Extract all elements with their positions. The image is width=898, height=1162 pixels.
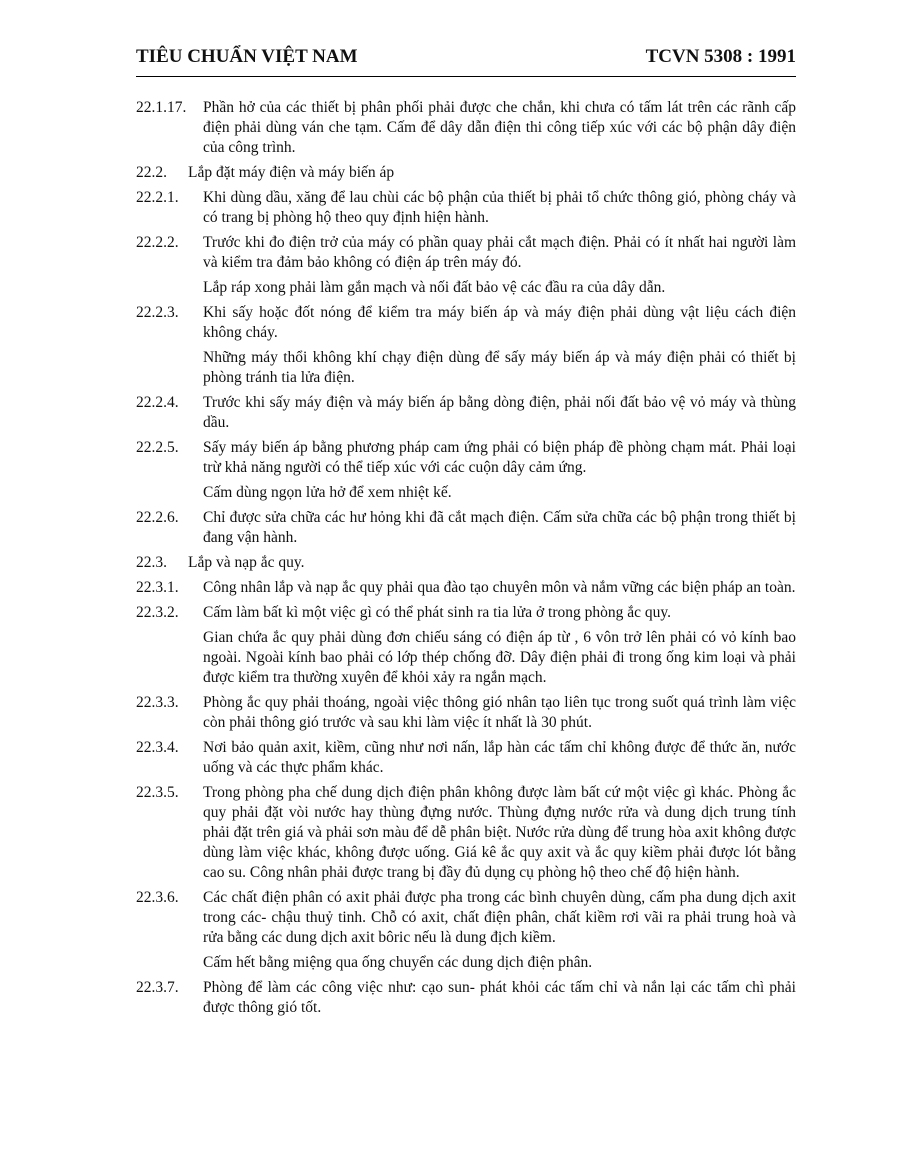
clause — [136, 98, 796, 158]
clause-paragraph: Khi sấy hoặc đốt nóng để kiểm tra máy biến áp và máy điện phải dùng vật liệu cách điện không cháy. — [203, 304, 796, 341]
clause-number: 22.3.4. — [136, 739, 179, 756]
clause-paragraph: Phòng ắc quy phải thoáng, ngoài việc thông gió nhân tạo liên tục trong suốt quá trình làm việc còn phải thông gió trước và sau khi làm việc ít nhất là 30 phút. — [203, 694, 796, 731]
clause-paragraph: Cấm dùng ngọn lửa hở để xem nhiệt kế. — [203, 484, 452, 501]
clause — [136, 233, 796, 298]
clause-paragraph: Cấm hết bằng miệng qua ống chuyển các dung dịch điện phân. — [203, 954, 593, 971]
clause — [136, 738, 796, 778]
clause-paragraph: Sấy máy biến áp bằng phương pháp cam ứng phải có biện pháp đề phòng chạm mát. Phải loại trừ khả năng người có thể tiếp xúc với các cuộn dây cảm ứng. — [203, 439, 796, 476]
clause-paragraph: Phòng để làm các công việc như: cạo sun- phát khỏi các tấm chỉ và nắn lại các tấm chì phải được thông gió tốt. — [203, 979, 796, 1016]
clause-paragraph: Gian chứa ắc quy phải dùng đơn chiếu sáng có điện áp từ , 6 vôn trở lên phải có vỏ kính bao ngoài. Ngoài kính bao phải có lớp thép chống đỡ. Dây điện phải đi trong ống kim loại và phải được kiểm tra thường xuyên để khỏi xảy ra ngắn mạch. — [203, 629, 796, 686]
clause — [136, 578, 796, 598]
section-heading — [136, 553, 796, 573]
clause-number: 22.3.6. — [136, 889, 179, 906]
clause-number: 22.3.2. — [136, 604, 179, 621]
document-body — [136, 98, 796, 1023]
clause-paragraph: Cấm làm bất kì một việc gì có thể phát sinh ra tia lửa ở trong phòng ắc quy. — [203, 604, 671, 621]
clause — [136, 693, 796, 733]
clause-paragraph: Phần hở của các thiết bị phân phối phải được che chắn, khi chưa có tấm lát trên các rãnh cấp điện phải dùng ván che tạm. Cấm để dây dẫn điện thi công tiếp xúc với các bộ phận dây điện của công trình. — [203, 99, 796, 156]
clause — [136, 508, 796, 548]
section-heading — [136, 163, 796, 183]
clause — [136, 978, 796, 1018]
clause — [136, 783, 796, 883]
section-title: Lắp và nạp ắc quy. — [188, 554, 305, 571]
clause-number: 22.3.7. — [136, 979, 179, 996]
clause-paragraph: Lắp ráp xong phải làm gắn mạch và nối đất bảo vệ các đầu ra của dây dẫn. — [203, 279, 666, 296]
clause-paragraph: Những máy thổi không khí chạy điện dùng để sấy máy biến áp và máy điện phải có thiết bị phòng tránh tia lửa điện. — [203, 349, 796, 386]
clause-paragraph: Chỉ được sửa chữa các hư hỏng khi đã cắt mạch điện. Cấm sửa chữa các bộ phận trong thiết bị đang vận hành. — [203, 509, 796, 546]
clause — [136, 603, 796, 688]
clause-number: 22.2.2. — [136, 234, 179, 251]
clause-number: 22.3.5. — [136, 784, 179, 801]
section-title: Lắp đặt máy điện và máy biến áp — [188, 164, 395, 181]
clause-paragraph: Công nhân lắp và nạp ắc quy phải qua đào tạo chuyên môn và nắm vững các biện pháp an toàn. — [203, 579, 796, 596]
clause-number: 22.2.5. — [136, 439, 179, 456]
clause — [136, 888, 796, 973]
clause-paragraph: Trước khi sấy máy điện và máy biến áp bằng dòng điện, phải nối đất bảo vệ vỏ máy và thùng dầu. — [203, 394, 796, 431]
page-header — [136, 46, 796, 74]
section-number: 22.3. — [136, 554, 167, 571]
header-rule — [136, 76, 796, 77]
clause-number: 22.2.4. — [136, 394, 179, 411]
standard-title: TIÊU CHUẨN VIỆT NAM — [136, 46, 358, 67]
clause — [136, 303, 796, 388]
clause-paragraph: Các chất điện phân có axit phải được pha trong các bình chuyên dùng, cấm pha dung dịch axit trong các- chậu thuỷ tinh. Chỗ có axit, chất điện phân, chất kiềm rơi vãi ra phải trung hoà và rửa bằng các dung dịch axit bôric nếu là dung địch kiềm. — [203, 889, 796, 946]
clause-paragraph: Trong phòng pha chế dung dịch điện phân không được làm bất cứ một việc gì khác. Phòng ắc quy phải đặt vòi nước hay thùng đựng nước. Thùng đựng nước rửa và dung dịch trung tính phải đặt trên giá và phải sơn màu để dễ phân biệt. Nước rửa dùng để trung hòa axit không được dùng làm việc khác, không được uống. Giá kê ắc quy axit và ắc quy kiềm phải được lót bằng cao su. Công nhân phải được trang bị đầy đủ dụng cụ phòng hộ theo chế độ hiện hành. — [203, 784, 796, 881]
clause-number: 22.2.3. — [136, 304, 179, 321]
clause-number: 22.2.1. — [136, 189, 179, 206]
clause-number: 22.3.1. — [136, 579, 179, 596]
clause-number: 22.3.3. — [136, 694, 179, 711]
clause-paragraph: Khi dùng dầu, xăng để lau chùi các bộ phận của thiết bị phải tổ chức thông gió, phòng cháy và có trang bị phòng hộ theo quy định hiện hành. — [203, 189, 796, 226]
standard-code: TCVN 5308 : 1991 — [645, 46, 796, 67]
clause-paragraph: Trước khi đo điện trở của máy có phần quay phải cắt mạch điện. Phải có ít nhất hai người làm và kiểm tra đảm bảo không có điện áp trên máy đó. — [203, 234, 796, 271]
clause-number: 22.1.17. — [136, 99, 187, 116]
clause — [136, 438, 796, 503]
clause — [136, 393, 796, 433]
section-number: 22.2. — [136, 164, 167, 181]
clause-paragraph: Nơi bảo quản axit, kiềm, cũng như nơi nấn, lắp hàn các tấm chỉ không được để thức ăn, nước uống và các thực phẩm khác. — [203, 739, 796, 776]
clause — [136, 188, 796, 228]
clause-number: 22.2.6. — [136, 509, 179, 526]
